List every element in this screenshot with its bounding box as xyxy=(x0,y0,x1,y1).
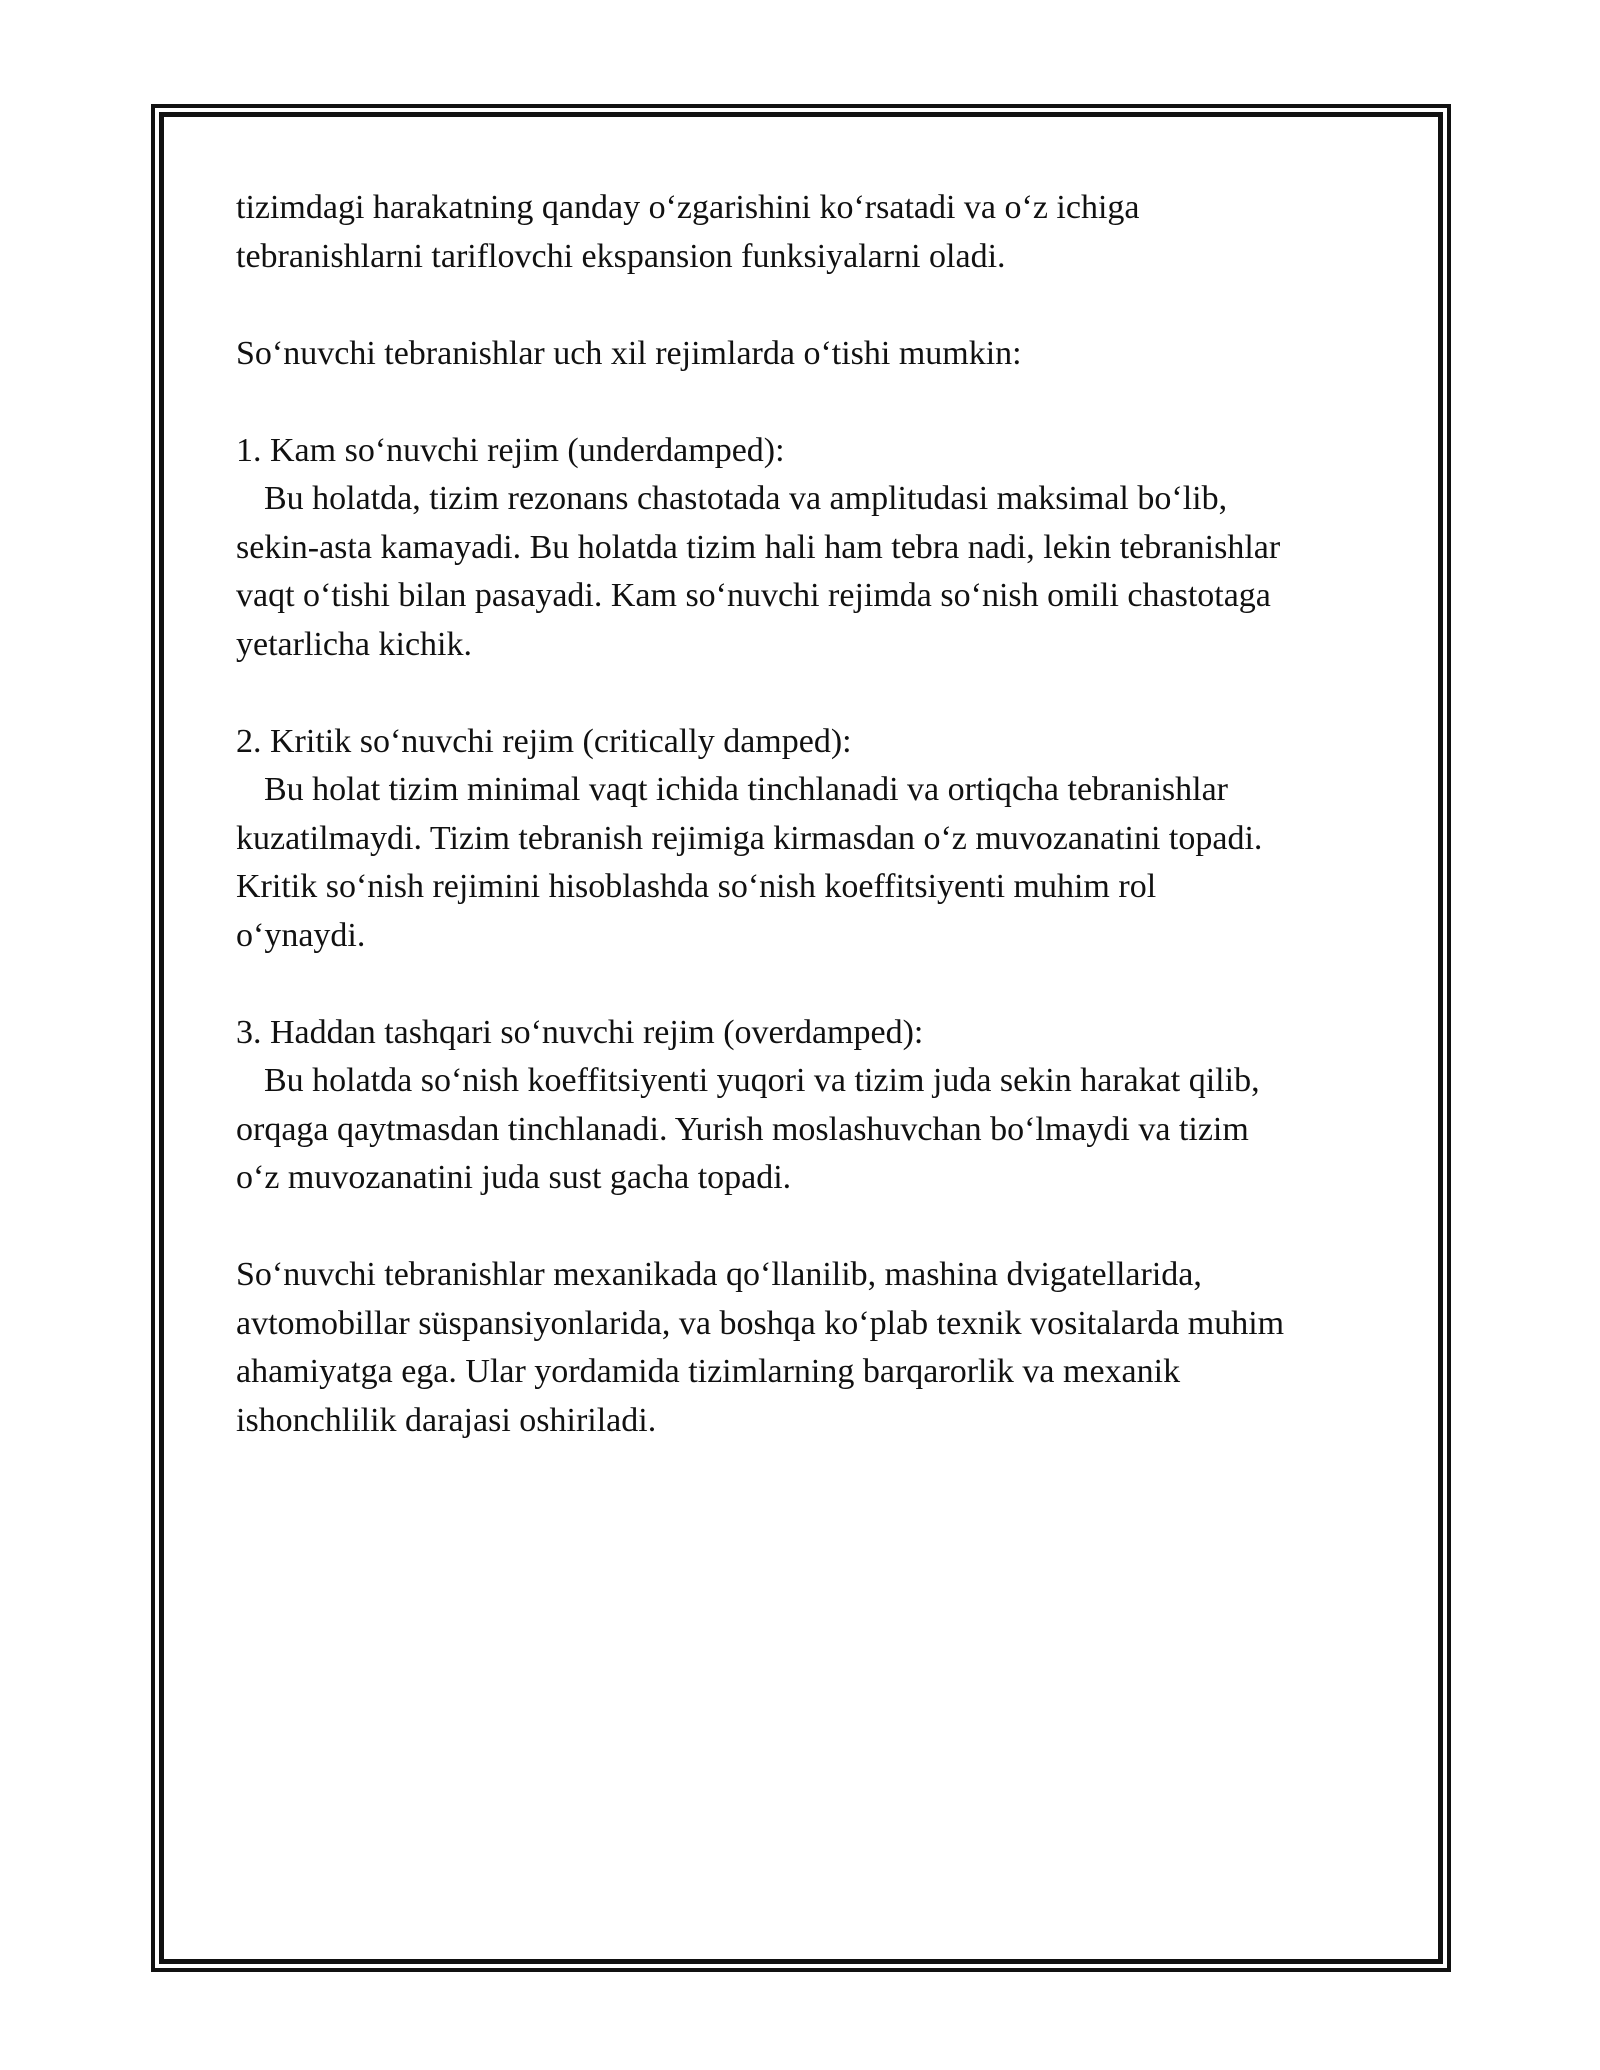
text-line: Bu holat tizim minimal vaqt ichida tinchlanadi va ortiqcha tebranishlar xyxy=(264,771,1229,808)
text-line: ishonchlilik darajasi oshiriladi. xyxy=(236,1401,657,1439)
critically-damped-section xyxy=(236,718,1386,961)
text-line: Bu holatda so‘nish koeffitsiyenti yuqori va tizim juda sekin harakat qilib, xyxy=(264,1062,1260,1099)
text-line: So‘nuvchi tebranishlar mexanikada qo‘llanilib, mashina dvigatellarida, xyxy=(236,1256,1202,1293)
text-line: tizimdagi harakatning qanday o‘zgarishini ko‘rsatadi va o‘z ichiga xyxy=(236,189,1140,226)
section-heading: 1. Kam so‘nuvchi rejim (underdamped): xyxy=(236,431,785,469)
section-heading: 3. Haddan tashqari so‘nuvchi rejim (overdamped): xyxy=(236,1013,924,1051)
overdamped-section xyxy=(236,1009,1386,1203)
text-line: orqaga qaytmasdan tinchlanadi. Yurish moslashuvchan bo‘lmaydi va tizim xyxy=(236,1110,1249,1148)
text-line: yetarlicha kichik. xyxy=(236,625,473,663)
text-line: o‘z muvozanatini juda sust gacha topadi. xyxy=(236,1159,792,1196)
text-line: avtomobillar süspansiyonlarida, va boshqa ko‘plab texnik vositalarda muhim xyxy=(236,1304,1285,1342)
text-line: kuzatilmaydi. Tizim tebranish rejimiga kirmasdan o‘z muvozanatini topadi. xyxy=(236,819,1263,857)
text-line: Kritik so‘nish rejimini hisoblashda so‘nish koeffitsiyenti muhim rol xyxy=(236,868,1157,905)
text-line: sekin-asta kamayadi. Bu holatda tizim hali ham tebra nadi, lekin tebranishlar xyxy=(236,528,1281,566)
text-line: ahamiyatga ega. Ular yordamida tizimlarning barqarorlik va mexanik xyxy=(236,1353,1181,1390)
text-line: o‘ynaydi. xyxy=(236,916,366,954)
conclusion-paragraph xyxy=(236,1251,1386,1445)
text-line: So‘nuvchi tebranishlar uch xil rejimlarda o‘tishi mumkin: xyxy=(236,334,1022,372)
regimes-intro-paragraph xyxy=(236,330,1386,379)
text-line: vaqt o‘tishi bilan pasayadi. Kam so‘nuvchi rejimda so‘nish omili chastotaga xyxy=(236,577,1271,614)
section-heading: 2. Kritik so‘nuvchi rejim (critically damped): xyxy=(236,722,852,760)
underdamped-section xyxy=(236,427,1386,670)
text-line: tebranishlarni tariflovchi ekspansion funksiyalarni oladi. xyxy=(236,237,1006,275)
document-body xyxy=(236,184,1386,1494)
text-line: Bu holatda, tizim rezonans chastotada va amplitudasi maksimal bo‘lib, xyxy=(264,480,1228,517)
intro-paragraph xyxy=(236,184,1386,281)
